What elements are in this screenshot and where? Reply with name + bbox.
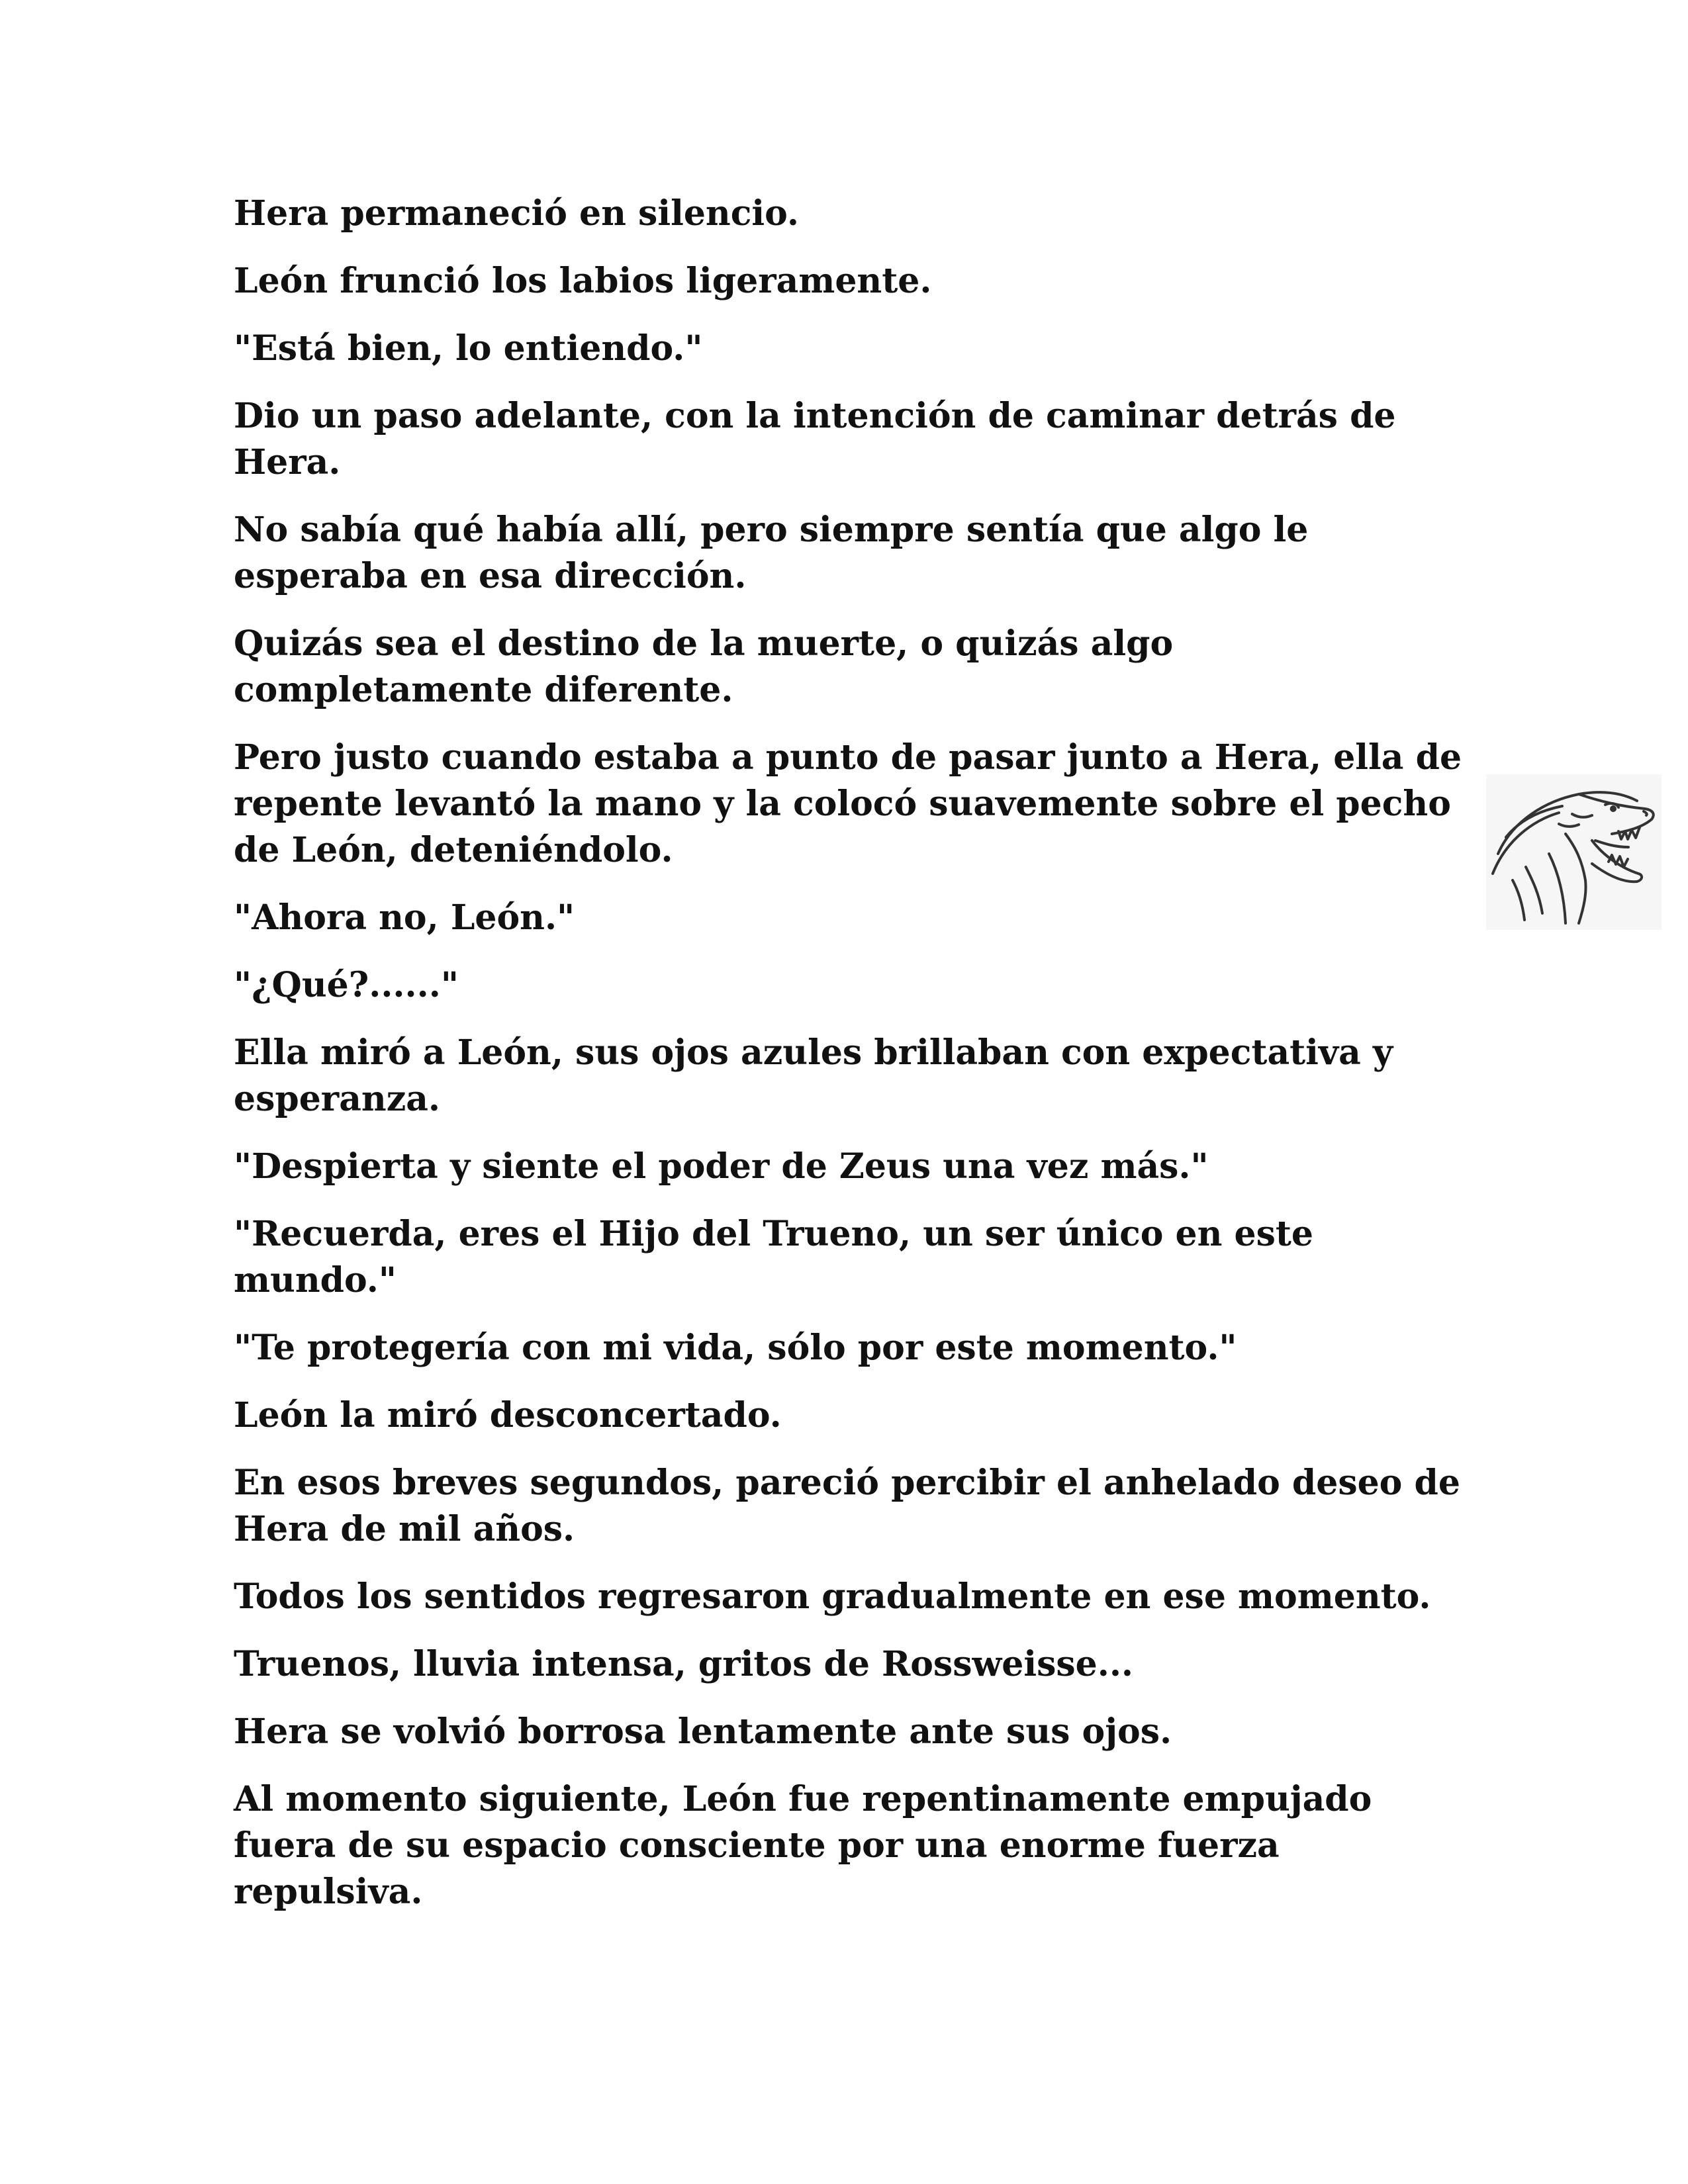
paragraph: Al momento siguiente, León fue repentinamente empujado fuera de su espacio consciente por una enorme fuerza repulsiva. [234, 1779, 1372, 1912]
paragraph: Hera se volvió borrosa lentamente ante sus ojos. [234, 1711, 1172, 1752]
paragraph: León frunció los labios ligeramente. [234, 261, 932, 301]
paragraph: Truenos, lluvia intensa, gritos de Rossweisse... [234, 1644, 1134, 1684]
body-text [234, 191, 1465, 1936]
paragraph: En esos breves segundos, pareció percibir el anhelado deseo de Hera de mil años. [234, 1463, 1460, 1549]
paragraph: Ella miró a León, sus ojos azules brillaban con expectativa y esperanza. [234, 1032, 1393, 1119]
paragraph: Todos los sentidos regresaron gradualmente en ese momento. [234, 1576, 1431, 1617]
dinosaur-head-icon [1486, 774, 1662, 930]
paragraph: "Ahora no, León." [234, 897, 575, 938]
paragraph: "Está bien, lo entiendo." [234, 328, 703, 369]
paragraph: "Despierta y siente el poder de Zeus una vez más." [234, 1146, 1209, 1187]
paragraph: "¿Qué?......" [234, 965, 459, 1005]
paragraph: "Te protegería con mi vida, sólo por este momento." [234, 1328, 1237, 1368]
paragraph: Dio un paso adelante, con la intención de caminar detrás de Hera. [234, 396, 1396, 482]
paragraph: Hera permaneció en silencio. [234, 193, 800, 234]
paragraph: Pero justo cuando estaba a punto de pasar junto a Hera, ella de repente levantó la mano y la colocó suavemente sobre el pecho de León, deteniéndolo. [234, 737, 1462, 870]
paragraph: Quizás sea el destino de la muerte, o quizás algo completamente diferente. [234, 623, 1174, 710]
paragraph: "Recuerda, eres el Hijo del Trueno, un ser único en este mundo." [234, 1214, 1314, 1300]
paragraph: No sabía qué había allí, pero siempre sentía que algo le esperaba en esa dirección. [234, 510, 1309, 596]
paragraph: León la miró desconcertado. [234, 1395, 782, 1435]
